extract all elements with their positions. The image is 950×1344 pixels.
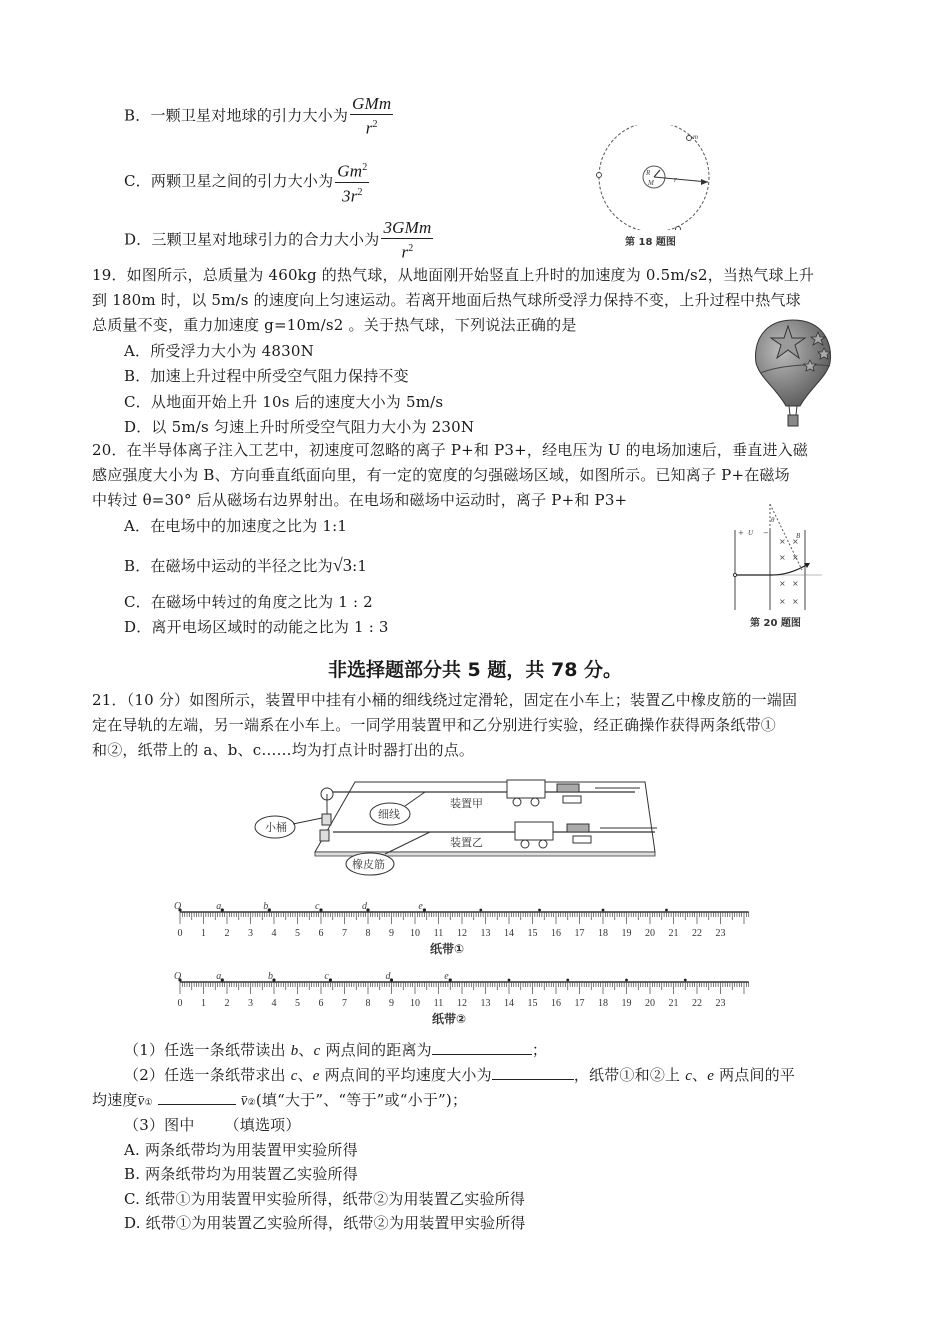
svg-text:×: × bbox=[792, 597, 799, 606]
svg-text:M: M bbox=[648, 179, 654, 187]
svg-text:11: 11 bbox=[433, 998, 444, 1009]
section-title: 非选择题部分共 5 题，共 78 分。 bbox=[327, 659, 623, 681]
svg-text:×: × bbox=[792, 579, 799, 588]
svg-text:装置甲: 装置甲 bbox=[450, 797, 483, 810]
svg-text:R: R bbox=[646, 169, 651, 177]
svg-text:B: B bbox=[796, 532, 801, 540]
ruler-tape-2 bbox=[170, 970, 760, 1010]
svg-text:16: 16 bbox=[551, 998, 561, 1009]
q19-stem-line-3: 总质量不变，重力加速度 g=10m/s2 。关于热气球，下列说法正确的是 bbox=[92, 316, 577, 334]
svg-text:13: 13 bbox=[480, 928, 491, 939]
svg-text:×: × bbox=[779, 579, 786, 588]
q19-option-c: C．从地面开始上升 10s 后的速度大小为 5m/s bbox=[124, 393, 444, 411]
q21-stem-line-1: 21．（10 分）如图所示，装置甲中挂有小桶的细线绕过定滑轮，固定在小车上；装置乙中橡皮筋的一端固 bbox=[92, 691, 798, 709]
svg-text:6: 6 bbox=[318, 928, 324, 939]
svg-text:5: 5 bbox=[295, 928, 300, 939]
svg-text:a: a bbox=[216, 971, 222, 982]
svg-text:×: × bbox=[792, 553, 799, 562]
svg-text:7: 7 bbox=[342, 928, 347, 939]
svg-text:细线: 细线 bbox=[378, 808, 400, 821]
svg-text:U: U bbox=[748, 529, 754, 537]
svg-text:11: 11 bbox=[433, 928, 444, 939]
answer-blank-3[interactable] bbox=[158, 1090, 236, 1105]
q21-sub2-line1: （2）任选一条纸带求出 c、e 两点间的平均速度大小为 ，纸带①和②上 c、e 两点间的平 bbox=[124, 1066, 796, 1084]
orbit-diagram bbox=[590, 125, 720, 230]
q18-orbit-figure: R M r m 第 18 题图 bbox=[590, 125, 720, 250]
svg-text:9: 9 bbox=[389, 928, 394, 939]
tape-1-label: 纸带① bbox=[430, 942, 465, 956]
q18-option-b: B．一颗卫星对地球的引力大小为 $\frac{\text{GMm}}{r^2}$ bbox=[124, 94, 392, 138]
ruler-tape-1 bbox=[170, 900, 760, 940]
q21-sub2-line2: 均速度v̄① v̄②(填“大于”、“等于”或“小于”)； bbox=[92, 1091, 468, 1109]
svg-text:小桶: 小桶 bbox=[265, 821, 287, 834]
q21-stem-line-3: 和②，纸带上的 a、b、c……均为打点计时器打出的点。 bbox=[92, 741, 475, 759]
q21-sub3-option-c: C. 纸带①为用装置甲实验所得，纸带②为用装置乙实验所得 bbox=[124, 1190, 526, 1208]
svg-text:−: − bbox=[763, 529, 769, 537]
svg-text:×: × bbox=[779, 597, 786, 606]
svg-text:18: 18 bbox=[598, 998, 608, 1009]
sqrt-3: √3 bbox=[332, 555, 353, 575]
svg-text:15: 15 bbox=[527, 998, 538, 1009]
hot-air-balloon-image bbox=[748, 318, 838, 433]
svg-text:+: + bbox=[738, 529, 744, 537]
svg-text:1: 1 bbox=[201, 928, 206, 939]
svg-text:19: 19 bbox=[621, 928, 632, 939]
svg-text:b: b bbox=[268, 971, 273, 982]
svg-text:4: 4 bbox=[271, 928, 277, 939]
svg-text:12: 12 bbox=[457, 998, 467, 1009]
apparatus-diagram bbox=[245, 772, 665, 884]
svg-text:2: 2 bbox=[224, 928, 230, 939]
svg-text:×: × bbox=[779, 537, 786, 546]
svg-text:7: 7 bbox=[342, 998, 347, 1009]
svg-text:×: × bbox=[792, 537, 799, 546]
q21-sub3-option-a: A. 两条纸带均为用装置甲实验所得 bbox=[124, 1141, 358, 1159]
svg-text:15: 15 bbox=[527, 928, 538, 939]
svg-text:a: a bbox=[216, 901, 222, 912]
formula-gmm-over-r2: $\frac{\text{GMm}}{r^2}$ bbox=[352, 94, 392, 138]
svg-text:17: 17 bbox=[574, 928, 585, 939]
svg-text:22: 22 bbox=[692, 928, 702, 939]
svg-text:2: 2 bbox=[224, 998, 230, 1009]
svg-text:×: × bbox=[779, 553, 786, 562]
paper-tape-1 bbox=[170, 900, 760, 950]
svg-text:3: 3 bbox=[248, 998, 253, 1009]
svg-text:19: 19 bbox=[621, 998, 632, 1009]
q21-sub3-option-b: B. 两条纸带均为用装置乙实验所得 bbox=[124, 1165, 358, 1183]
svg-text:e: e bbox=[418, 901, 423, 912]
svg-text:0: 0 bbox=[177, 928, 183, 939]
svg-text:22: 22 bbox=[692, 998, 702, 1009]
svg-text:16: 16 bbox=[551, 928, 561, 939]
q20-stem-line-2: 感应强度大小为 B、方向垂直纸面向里，有一定的宽度的匀强磁场区域，如图所示。已知离子 P+在磁场 bbox=[92, 466, 790, 484]
svg-text:c: c bbox=[315, 901, 320, 912]
svg-text:d: d bbox=[385, 971, 391, 982]
svg-text:9: 9 bbox=[389, 998, 394, 1009]
svg-text:O: O bbox=[174, 901, 182, 912]
q19-stem-line-1: 19．如图所示，总质量为 460kg 的热气球，从地面刚开始竖直上升时的加速度为 0.5m/s2，当热气球上升 bbox=[92, 266, 815, 284]
svg-text:装置乙: 装置乙 bbox=[450, 836, 483, 849]
q19-option-b: B．加速上升过程中所受空气阻力保持不变 bbox=[124, 367, 409, 385]
svg-text:23: 23 bbox=[715, 998, 726, 1009]
svg-text:17: 17 bbox=[574, 998, 585, 1009]
svg-text:d: d bbox=[362, 901, 367, 912]
svg-text:20: 20 bbox=[645, 998, 655, 1009]
svg-text:14: 14 bbox=[504, 998, 514, 1009]
q20-option-b: B．在磁场中运动的半径之比为√3:1 bbox=[124, 555, 368, 575]
svg-text:r: r bbox=[674, 175, 678, 184]
q21-sub3-option-d: D. 纸带①为用装置乙实验所得，纸带②为用装置甲实验所得 bbox=[124, 1214, 526, 1232]
q20-stem-line-1: 20．在半导体离子注入工艺中，初速度可忽略的离子 P+和 P3+，经电压为 U 的电场加速后，垂直进入磁 bbox=[92, 441, 809, 459]
magnetic-field-diagram bbox=[730, 502, 830, 612]
svg-text:θ: θ bbox=[771, 516, 775, 524]
answer-blank-2[interactable] bbox=[492, 1065, 574, 1080]
apparatus-figure bbox=[245, 772, 665, 884]
svg-text:c: c bbox=[324, 971, 329, 982]
svg-text:18: 18 bbox=[598, 928, 608, 939]
svg-text:12: 12 bbox=[457, 928, 467, 939]
svg-text:21: 21 bbox=[668, 998, 679, 1009]
svg-text:4: 4 bbox=[271, 998, 277, 1009]
svg-text:23: 23 bbox=[715, 928, 726, 939]
q20-stem-line-3: 中转过 θ=30° 后从磁场右边界射出。在电场和磁场中运动时，离子 P+和 P3+ bbox=[92, 491, 628, 509]
svg-text:10: 10 bbox=[410, 928, 420, 939]
formula-3gmm-over-r2: $\frac{\text{3GMm}}{r^2}$ bbox=[383, 218, 432, 262]
svg-text:6: 6 bbox=[318, 998, 324, 1009]
balloon-icon bbox=[748, 318, 838, 433]
svg-text:橡皮筋: 橡皮筋 bbox=[352, 858, 385, 871]
svg-text:3: 3 bbox=[248, 928, 253, 939]
q21-sub3: （3）图中 （填选项） bbox=[124, 1116, 301, 1134]
svg-text:10: 10 bbox=[410, 998, 420, 1009]
svg-text:20: 20 bbox=[645, 928, 655, 939]
q21-sub1: （1）任选一条纸带读出 b、c 两点间的距离为 ； bbox=[124, 1041, 548, 1059]
q20-option-c: C．在磁场中转过的角度之比为 1 : 2 bbox=[124, 593, 373, 611]
tape-2-label: 纸带② bbox=[432, 1012, 467, 1026]
q18-option-d: D．三颗卫星对地球引力的合力大小为 $\frac{\text{3GMm}}{r^2}$ bbox=[124, 218, 432, 262]
svg-text:0: 0 bbox=[177, 998, 183, 1009]
q20-option-a: A．在电场中的加速度之比为 1:1 bbox=[124, 517, 348, 535]
svg-text:O: O bbox=[174, 971, 182, 982]
svg-text:e: e bbox=[444, 971, 449, 982]
q19-option-a: A．所受浮力大小为 4830N bbox=[124, 342, 314, 360]
svg-text:14: 14 bbox=[504, 928, 514, 939]
svg-text:13: 13 bbox=[480, 998, 491, 1009]
svg-text:b: b bbox=[263, 901, 269, 912]
svg-text:m: m bbox=[693, 133, 699, 141]
formula-gm2-over-3r2: $\frac{Gm^2}{3r^2}$ bbox=[335, 158, 369, 206]
q18-option-c: C．两颗卫星之间的引力大小为 $\frac{Gm^2}{3r^2}$ bbox=[124, 158, 369, 206]
svg-text:21: 21 bbox=[668, 928, 679, 939]
q19-option-d: D．以 5m/s 匀速上升时所受空气阻力大小为 230N bbox=[124, 418, 475, 436]
svg-text:8: 8 bbox=[365, 998, 371, 1009]
q20-option-d: D．离开电场区域时的动能之比为 1 : 3 bbox=[124, 618, 389, 636]
svg-text:1: 1 bbox=[201, 998, 206, 1009]
q21-stem-line-2: 定在导轨的左端，另一端系在小车上。一同学用装置甲和乙分别进行实验，经正确操作获得两条纸带① bbox=[92, 716, 777, 734]
q20-field-figure: + U − B θ × × × × × × × × 第 20 题图 bbox=[730, 502, 830, 627]
svg-text:8: 8 bbox=[365, 928, 371, 939]
svg-text:5: 5 bbox=[295, 998, 300, 1009]
q19-stem-line-2: 到 180m 时，以 5m/s 的速度向上匀速运动。若离开地面后热气球所受浮力保持不变，上升过程中热气球 bbox=[92, 291, 801, 309]
answer-blank-1[interactable] bbox=[432, 1040, 532, 1055]
